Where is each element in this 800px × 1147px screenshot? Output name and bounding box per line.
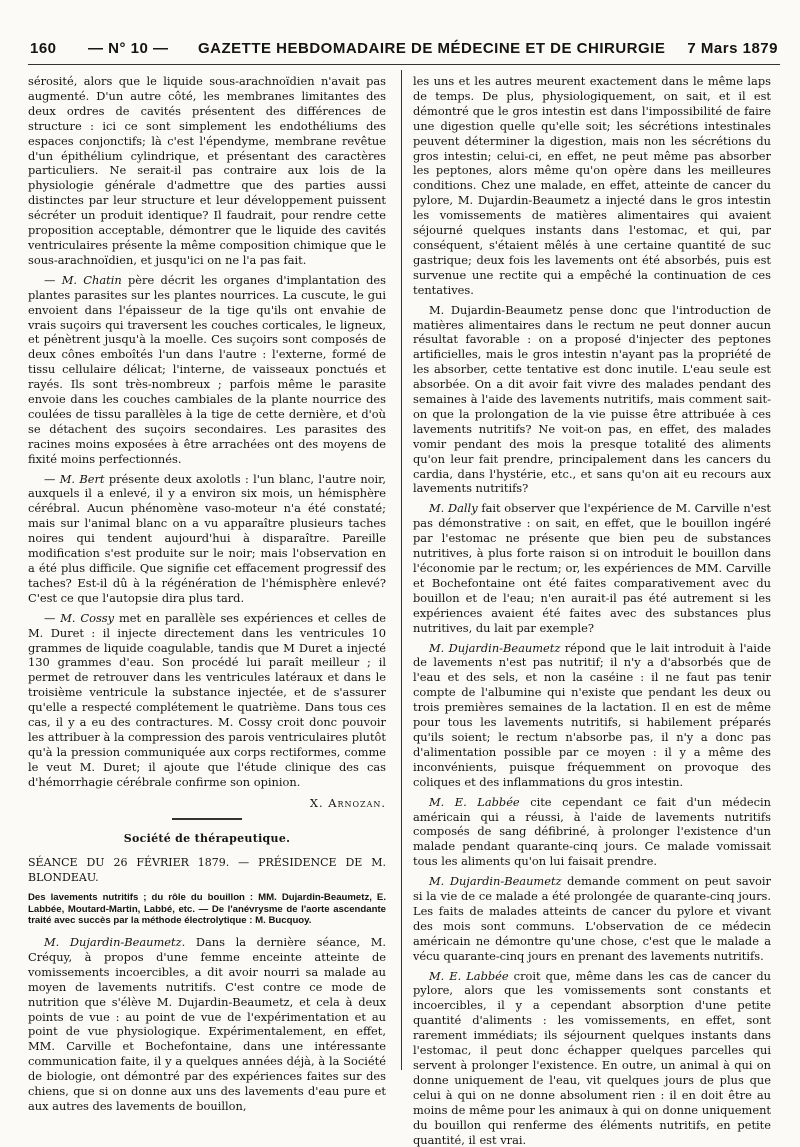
paragraph: M. Dujardin-Beaumetz pense donc que l'introduction de matières alimentaires dans le rectum ne peut donner aucun résultat favorable : on a proposé d'injecter des peptones artificielles, mais le gros intestin n'ayant pas la propriété de les absorber, cette tentative est donc inutile. L'eau seule est absorbée. On a dit avoir fait vivre des malades pendant des semaines à l'aide des lavements nutritifs, mais comment sait-on que la prolongation de la vie puisse être attribuée à ces lavements nutritifs? Ne voit-on pas, en effet, des malades vomir pendant des mois la presque totalité des aliments qu'on leur fait prendre, principalement dans les cancers du cardia, dans l'hystérie, etc., et sans qu'on ait eu recours aux lavements nutritifs? (413, 302, 771, 496)
paragraph-text: croit que, même dans les cas de cancer du pylore, alors que les vomissements sont constants et incoercibles, il y a cependant absorption d'une petite quantité d'aliments : les vomissements, en effet, sont rarement immédiats; ils séjournent quelques instants dans l'estomac, il peut donc échapper quelques parcelles qui servent à prolonger l'existence. En outre, un animal à qui on donne uniquement de l'eau, vit quelques jours de plus que celui à qui on ne donne absolument rien : il en doit être au moins de même pour les animaux à qui on donne uniquement du bouillon qui renferme des éléments nutritifs, en petite quantité, il est vrai. (413, 968, 771, 1147)
paragraph-text: répond que le lait introduit à l'aide de lavements n'est pas nutritif; il n'y a d'absorbés que de l'eau et des sels, et non la caséine : il ne faut pas tenir compte de l'albumine qui n'existe que pendant les deux ou trois premières semaines de la lactation. Il en est de même pour tous les lavements nutritifs, si habilement préparés qu'ils soient; le rectum n'absorbe pas, il n'y a donc pas d'alimentation possible par ce moyen : il y a même des inconvénients, puisque fréquemment on provoque des coliques et des inflammations du gros intestin. (413, 640, 771, 789)
paragraph-text: met en parallèle ses expériences et celles de M. Duret : il injecte directement dans les ventricules 10 grammes de liquide coagulable, tandis que M Duret a injecté 130 grammes d'eau. Son procédé lui paraît meilleur ; il permet de retrouver dans les ventricules latéraux et dans le troisième ventricule la substance injectée, et de s'assurer qu'elle a respecté complétement le quatrième. Dans tous ces cas, il y a eu des contractures. M. Cossy croit donc pouvoir les attribuer à la compression des parois ventriculaires plutôt qu'à la pression communiquée aux corps rectiformes, comme le veut M. Duret; il ajoute que l'étude clinique des cas d'hémorrhagie cérébrale confirme son opinion. (28, 610, 386, 789)
issue-date: 7 Mars 1879 (687, 40, 778, 57)
paragraph-text: Dans la dernière séance, M. Créquy, à propos d'une femme enceinte atteinte de vomissements incoercibles, a dit avoir nourri sa malade au moyen de lavements nutritifs. C'est contre ce mode de nutrition que s'élève M. Dujardin-Beaumetz, et cela à deux points de vue : au point de vue de l'expérimentation et au point de vue physiologique. Expérimentalement, en effet, MM. Carville et Bochefontaine, dans une intéressante communication faite, il y a quelques années déjà, à la Société de biologie, ont démontré par des expériences faites sur des chiens, que si on donne aux uns des lavements d'eau pure et aux autres des lavements de bouillon, (28, 935, 387, 1113)
paragraph: sérosité, alors que le liquide sous-arachnoïdien n'avait pas augmenté. D'un autre côté, les membranes limitantes des deux ordres de cavités présentent des différences de structure : ici ce sont simplement les endothéliums des espaces conjonctifs; là c'est l'épendyme, membrane revêtue d'un épithélium cylindrique, et présentant des caractères particuliers. Ne serait-il pas contraire aux lois de la physiologie générale d'admettre que des parties aussi distinctes par leur structure et leur développement puissent sécréter un produit identique? Il faudrait, pour rendre cette proposition acceptable, démontrer que le liquide des cavités ventriculaires présente la même composition chimique que le sous-arachnoïdien, et jusqu'ici on ne l'a pas fait. (28, 74, 386, 267)
page-header (30, 40, 778, 62)
speaker-name: — M. Chatin (44, 272, 122, 287)
publication-title: GAZETTE HEBDOMADAIRE DE MÉDECINE ET DE CHIRURGIE (198, 40, 666, 57)
speaker-name: M. Dally (429, 501, 478, 516)
speaker-name: — M. Bert (44, 471, 105, 486)
paragraph (28, 273, 386, 467)
paragraph (413, 874, 771, 963)
left-column (28, 74, 386, 1114)
paragraph (413, 501, 771, 635)
paragraph (28, 935, 386, 1114)
paragraph (28, 611, 386, 790)
paragraph-text: père décrit les organes d'implantation des plantes parasites sur les plantes nourrices. La cuscute, le gui envoient dans l'épaisseur de la tige qu'ils ont envahie de vrais suçoirs qui traversent les couches corticales, le ligneux, et pénètrent jusqu'à la moelle. Ces suçoirs sont composés de deux cônes emboîtés l'un dans l'autre : l'externe, formé de tissu cellulaire délicat; l'interne, de vaisseaux ponctués et rayés. Ils sont très-nombreux ; parfois même le parasite envoie dans les couches cambiales de la plante nourrice des coulées de tissu parallèles à la tige de cette dernière, et d'où se détachent des suçoirs secondaires. Les parasites des racines moins exposées à être arrachées ont des moyens de fixité moins perfectionnés. (28, 272, 386, 466)
paragraph (413, 641, 771, 790)
paragraph: les uns et les autres meurent exactement dans le même laps de temps. De plus, physiologiquement, on sait, et il est démontré que le gros intestin est dans l'impossibilité de faire une digestion quelle qu'elle soit; les sécrétions intestinales peuvent déterminer la digestion, mais non les sécrétions du gros intestin; celui-ci, en effet, ne peut même pas absorber les peptones, alors même qu'on opère dans les meilleures conditions. Chez une malade, en effet, atteinte de cancer du pylore, M. Dujardin-Beaumetz a injecté dans le gros intestin les vomissements de matières alimentaires qui avaient séjourné quelques instants dans l'estomac, et qui, par conséquent, s'étaient mêlés à une certaine quantité de suc gastrique; deux fois les lavements ont été absorbés, puis est survenue une rectite qui a empêché la continuation de ces tentatives. (413, 74, 771, 297)
paragraph-text: présente deux axolotls : l'un blanc, l'autre noir, auxquels il a enlevé, il y a environ six mois, un hémisphère cérébral. Aucun phénomène vaso-moteur n'a été constaté; mais sur l'animal blanc on a vu apparaître plusieurs taches noires qui tendent aujourd'hui à disparaître. Pareille modification s'est produite sur le noir; mais l'observation en a été plus difficile. Que signifie cet effacement progressif des taches? Est-il dû à la régénération de l'hémisphère enlevé? C'est ce que l'autopsie dira plus tard. (28, 471, 386, 605)
paragraph (413, 795, 771, 870)
right-column (413, 74, 771, 1147)
signature: X. Arnozan. (309, 795, 386, 810)
page-number: 160 (30, 40, 57, 57)
speaker-name: M. Dujardin-Beaumetz. (44, 935, 186, 949)
speaker-name: — M. Cossy (44, 610, 115, 625)
paragraph-text: demande comment on peut savoir si la vie de ce malade a été prolongée de quarante-cinq jours. Les faits de malades atteints de cancer du pylore et vivant des mois sont communs. L'observation de ce médecin américain ne démontre qu'une chose, c'est que le malade a vécu quarante-cinq jours en prenant des lavements nutritifs. (413, 874, 771, 963)
session-summary: Des lavements nutritifs ; du rôle du bouillon : MM. Dujardin-Beaumetz, E. Labbée, Moutard-Martin, Labbé, etc. — De l'anévrysme de l'aorte ascendante traité avec succès par la méthode électrolytique : M. Bucquoy. (28, 892, 386, 927)
section-divider (172, 818, 242, 820)
issue-number: — N° 10 — (88, 40, 169, 57)
paragraph-text: cite cependant ce fait d'un médecin américain qui a réussi, à l'aide de lavements nutritifs composés de sang défibriné, à prolonger l'existence d'un malade pendant quarante-cinq jours. Ce malade vomissait tous les aliments qu'on lui faisait prendre. (413, 794, 771, 869)
paragraph (413, 969, 771, 1147)
header-rule (28, 64, 780, 65)
section-title: Société de thérapeutique. (123, 831, 291, 845)
speaker-name: M. Dujardin-Beaumetz (429, 640, 561, 655)
speaker-name: M. Dujardin-Beaumetz (429, 874, 562, 889)
speaker-name: M. E. Labbée (429, 968, 509, 983)
speaker-name: M. E. Labbée (429, 794, 520, 809)
paragraph-text: fait observer que l'expérience de M. Carville n'est pas démonstrative : on sait, en effet, que le bouillon ingéré par l'estomac ne présente que bien peu de substances nutritives, à plus forte raison si on introduit le bouillon dans l'économie par le rectum; or, les expériences de MM. Carville et Bochefontaine ont été faites comparativement avec du bouillon et de l'eau; n'en aurait-il pas été autrement si les expériences avaient été faites avec des substances plus nutritives, du lait par exemple? (413, 501, 771, 635)
column-rule (401, 70, 402, 1070)
paragraph (28, 472, 386, 606)
seance-line: SÉANCE DU 26 FÉVRIER 1879. — PRÉSIDENCE DE M. BLONDEAU. (28, 856, 386, 885)
